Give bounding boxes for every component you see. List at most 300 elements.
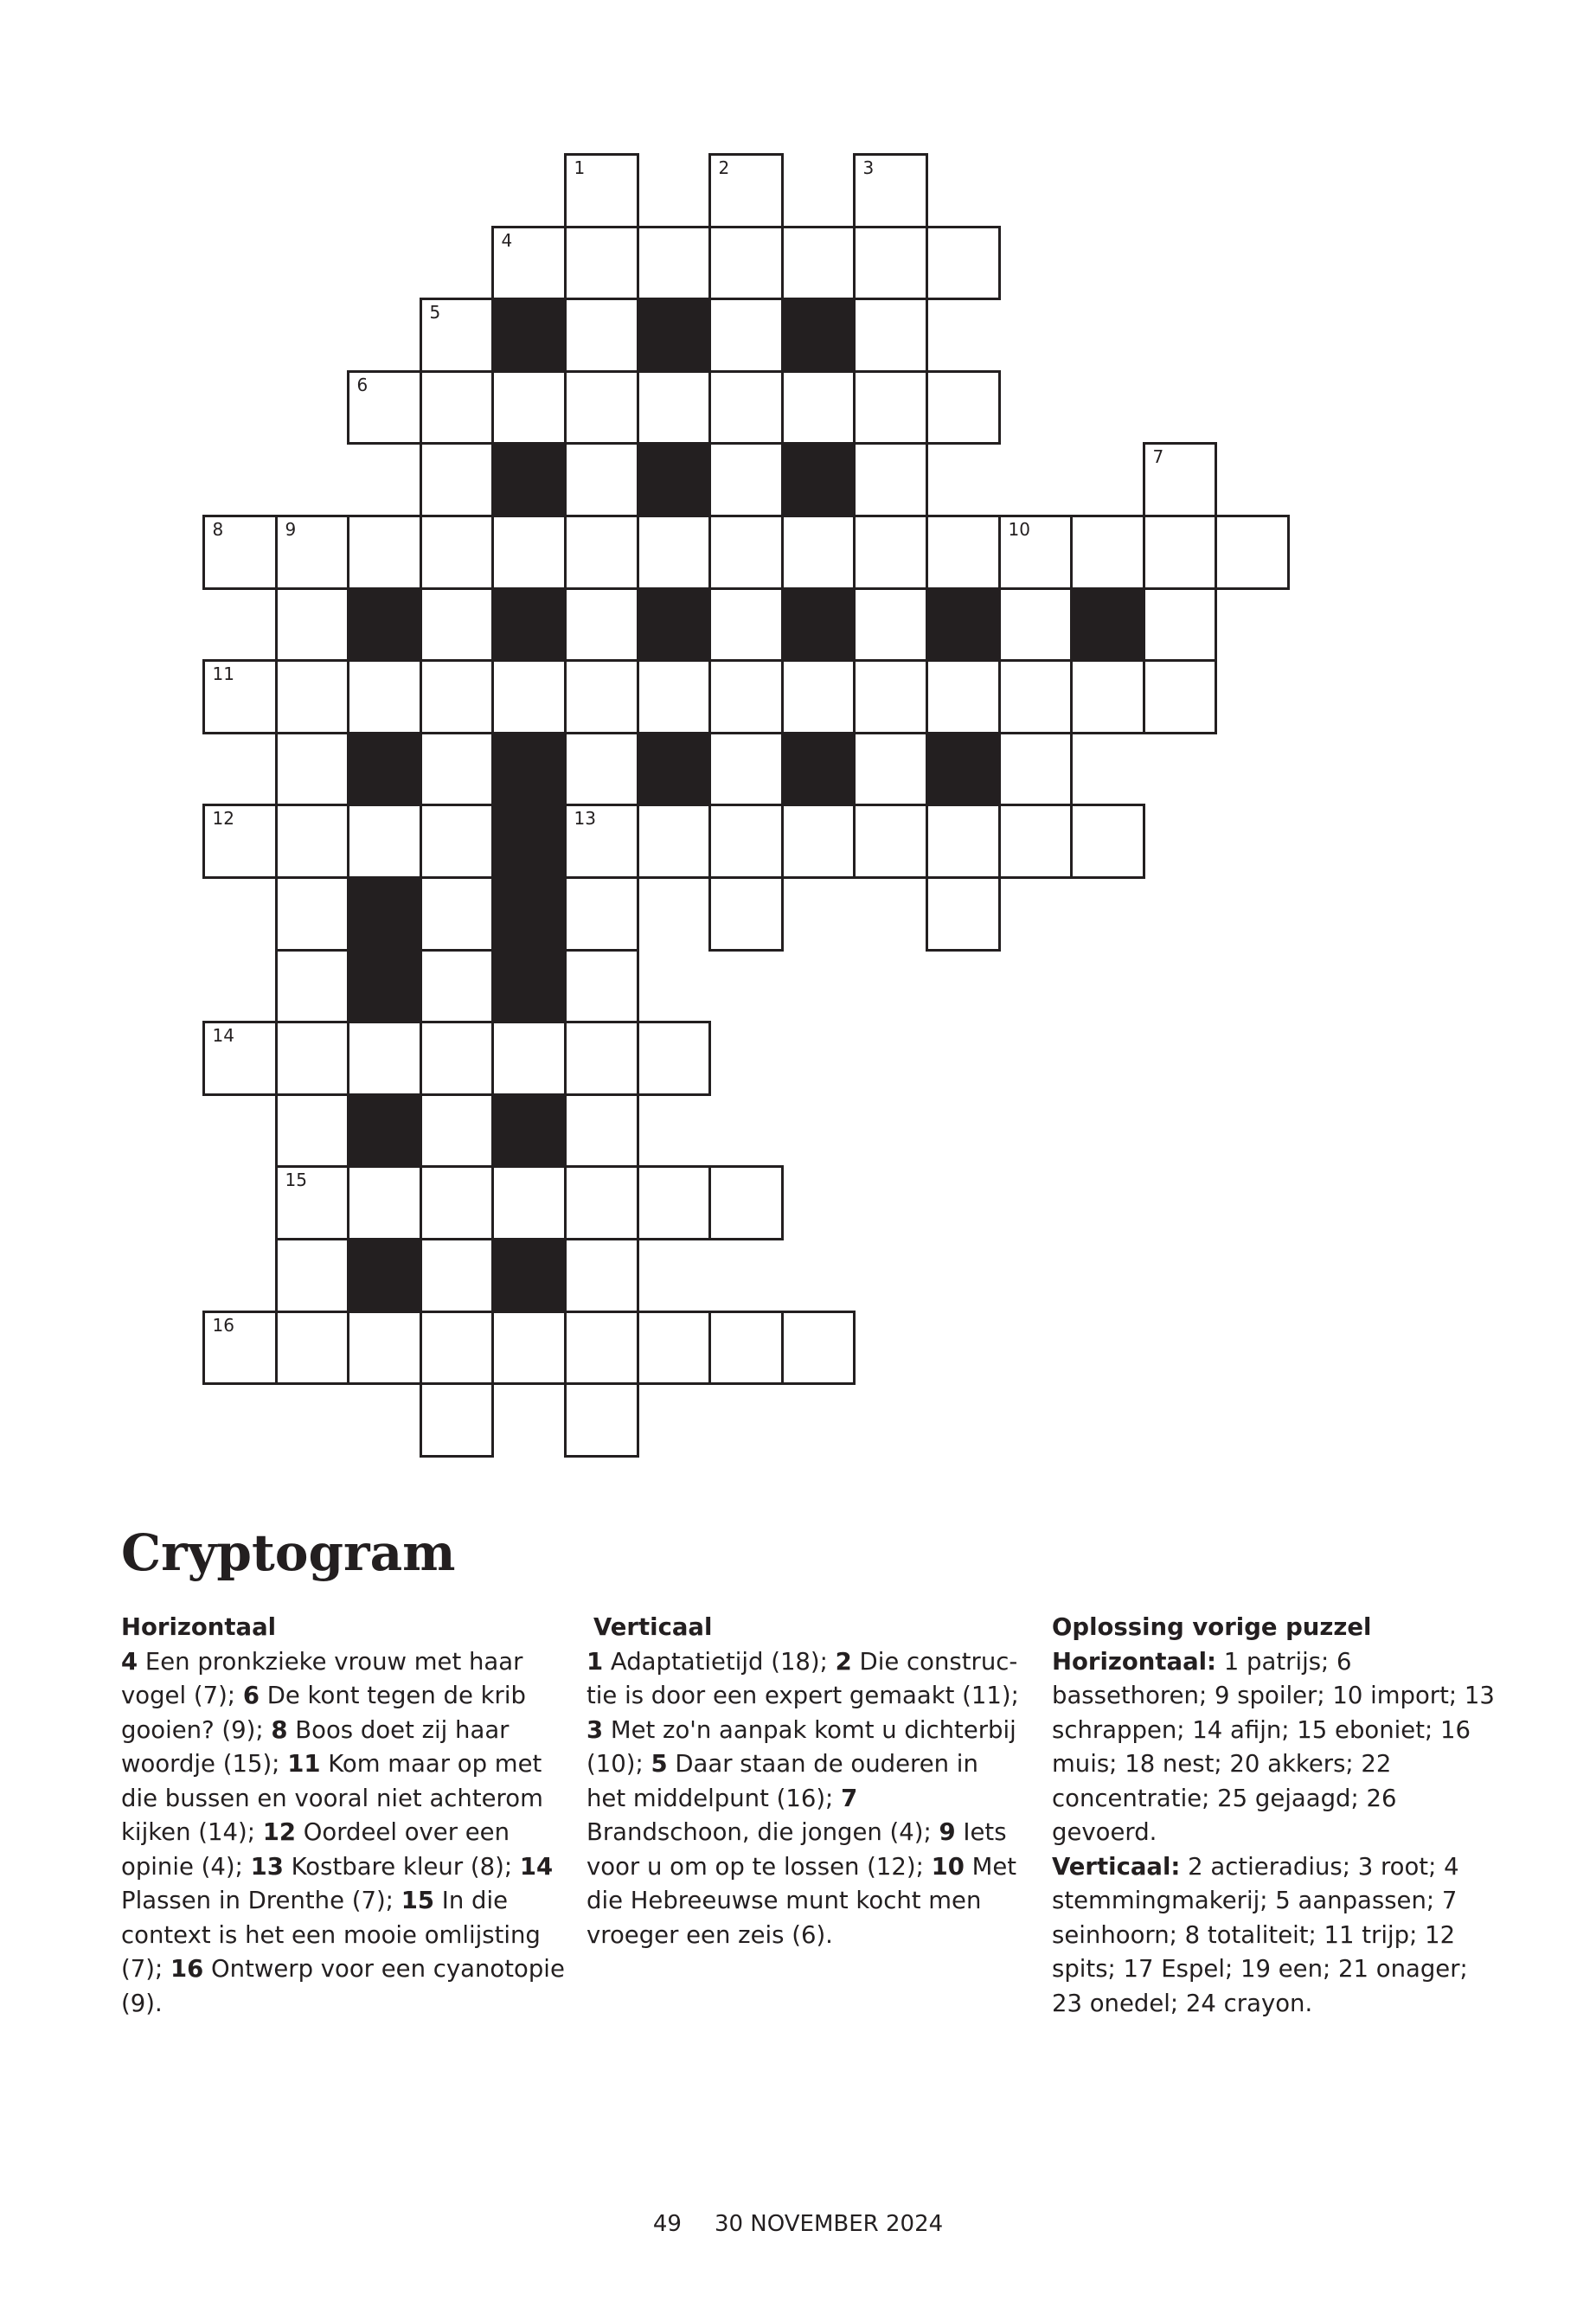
grid-cell[interactable] <box>781 1311 856 1385</box>
grid-cell[interactable] <box>708 226 784 300</box>
grid-cell[interactable] <box>347 515 422 590</box>
vertical-clue-number: 2 <box>835 1647 852 1676</box>
black-cell <box>1070 587 1145 662</box>
horizontal-clue-number: 14 <box>519 1852 554 1881</box>
clue-number-label: 2 <box>718 157 730 178</box>
grid-cell[interactable] <box>347 1311 422 1385</box>
grid-cell[interactable] <box>275 804 349 879</box>
cell-face <box>711 590 781 659</box>
clue-number-label: 6 <box>356 374 369 395</box>
cell-face <box>567 590 637 659</box>
grid-cell[interactable] <box>853 587 928 662</box>
grid-cell[interactable] <box>420 1093 494 1168</box>
cell-face <box>205 806 275 876</box>
cell-face <box>278 662 347 732</box>
grid-cell[interactable] <box>853 659 928 734</box>
cell-face <box>278 517 347 587</box>
cell-face <box>205 662 275 732</box>
grid-cell[interactable] <box>564 732 639 806</box>
previous-solution <box>1052 1611 1502 2021</box>
solution-vertical <box>1052 1850 1502 2022</box>
grid-cell[interactable] <box>998 804 1073 879</box>
cell-face <box>1073 517 1143 587</box>
grid-cell[interactable] <box>347 804 422 879</box>
grid-cell[interactable] <box>420 804 494 879</box>
grid-cell[interactable] <box>347 659 422 734</box>
cell-face <box>422 445 491 515</box>
horizontal-clue-text: Een pronkzieke vrouw met haar vogel (7); <box>121 1647 523 1709</box>
grid-cell[interactable] <box>347 1165 422 1240</box>
cell-face <box>784 806 853 876</box>
grid-cell[interactable] <box>347 370 422 445</box>
cell-face <box>856 445 926 515</box>
cell-face <box>349 517 420 587</box>
black-cell <box>491 442 567 517</box>
grid-cell[interactable] <box>708 804 784 879</box>
cell-face <box>711 228 781 298</box>
cell-face <box>928 662 998 732</box>
cell-face <box>349 1023 420 1093</box>
cell-face <box>639 517 708 587</box>
grid-cell[interactable] <box>708 153 784 228</box>
cell-face <box>639 1313 708 1382</box>
grid-cell[interactable] <box>491 226 567 300</box>
cell-face <box>1217 517 1287 587</box>
cell-face <box>494 1168 564 1238</box>
cell-face <box>494 228 564 298</box>
grid-cell[interactable] <box>853 226 928 300</box>
grid-cell[interactable] <box>708 659 784 734</box>
grid-cell[interactable] <box>708 587 784 662</box>
horizontal-clue-text: Kostbare kleur (8); <box>283 1852 520 1881</box>
horizontal-clue-number: 16 <box>170 1955 204 1983</box>
grid-cell[interactable] <box>275 1021 349 1096</box>
black-cell <box>347 1093 422 1168</box>
cell-face <box>349 806 420 876</box>
cell-face <box>928 806 998 876</box>
cell-face <box>567 1313 637 1382</box>
grid-cell[interactable] <box>853 442 928 517</box>
cell-face <box>422 952 491 1021</box>
cell-face <box>422 300 491 370</box>
cell-face <box>567 1385 637 1455</box>
grid-cell[interactable] <box>420 1165 494 1240</box>
grid-cell[interactable] <box>420 876 494 952</box>
cell-face <box>349 373 420 442</box>
grid-cell[interactable] <box>202 1311 278 1385</box>
grid-cell[interactable] <box>708 1311 784 1385</box>
grid-cell[interactable] <box>853 515 928 590</box>
issue-date: 30 NOVEMBER 2024 <box>714 2211 944 2237</box>
grid-cell[interactable] <box>998 515 1073 590</box>
grid-cell[interactable] <box>564 370 639 445</box>
cell-face <box>1145 517 1215 587</box>
cell-face <box>567 373 637 442</box>
solution-horizontal-text: 1 patrijs; 6 bassethoren; 9 spoiler; 10 import; 13 schrappen; 14 afijn; 15 eboniet; 16 muis; 18 nest; 20 akkers; 22 concentratie; 25 gejaagd; 26 gevoerd. <box>1052 1647 1495 1846</box>
grid-cell[interactable] <box>564 804 639 879</box>
horizontal-clue-text: Oordeel over een opinie (4); <box>121 1818 510 1881</box>
clue-number-label: 4 <box>501 229 513 251</box>
grid-cell[interactable] <box>275 732 349 806</box>
grid-cell[interactable] <box>1070 659 1145 734</box>
grid-cell[interactable] <box>420 298 494 373</box>
cell-face <box>711 300 781 370</box>
clue-number-label: 16 <box>212 1314 234 1336</box>
cell-face <box>928 228 998 298</box>
grid-cell[interactable] <box>564 1165 639 1240</box>
grid-cell[interactable] <box>347 1021 422 1096</box>
cell-face <box>856 228 926 298</box>
grid-cell[interactable] <box>275 515 349 590</box>
cell-face <box>422 1313 491 1382</box>
horizontal-clue-number: 15 <box>401 1887 434 1914</box>
clue-number-label: 8 <box>212 518 224 540</box>
grid-cell[interactable] <box>926 515 1001 590</box>
grid-cell[interactable] <box>853 153 928 228</box>
cell-face <box>856 156 926 226</box>
cell-face <box>567 806 637 876</box>
grid-cell[interactable] <box>1143 659 1217 734</box>
grid-cell[interactable] <box>564 1382 639 1458</box>
cell-face <box>422 1096 491 1165</box>
vertical-clue-list <box>586 1645 1019 1953</box>
vertical-clue-text: Adaptatietijd (18); <box>603 1647 836 1676</box>
black-cell <box>347 949 422 1023</box>
cell-face <box>784 228 853 298</box>
clue-number-label: 10 <box>1008 518 1030 540</box>
grid-cell[interactable] <box>202 1021 278 1096</box>
grid-cell[interactable] <box>491 659 567 734</box>
cell-face <box>639 228 708 298</box>
cell-face <box>422 662 491 732</box>
grid-cell[interactable] <box>1070 515 1145 590</box>
clue-number-label: 15 <box>285 1169 307 1190</box>
cell-face <box>711 662 781 732</box>
grid-cell[interactable] <box>637 1021 711 1096</box>
cell-face <box>567 517 637 587</box>
grid-cell[interactable] <box>708 298 784 373</box>
grid-cell[interactable] <box>998 587 1073 662</box>
solution-vertical-label: Verticaal: <box>1052 1852 1181 1881</box>
cell-face <box>349 1313 420 1382</box>
vertical-heading: Verticaal <box>593 1613 713 1641</box>
grid-cell[interactable] <box>781 226 856 300</box>
grid-cell[interactable] <box>491 515 567 590</box>
grid-cell[interactable] <box>1215 515 1290 590</box>
cell-face <box>567 1168 637 1238</box>
black-cell <box>347 1238 422 1313</box>
vertical-clues <box>586 1611 1019 1952</box>
black-cell <box>491 1093 567 1168</box>
horizontal-clue-number: 6 <box>242 1682 260 1709</box>
grid-cell[interactable] <box>564 949 639 1023</box>
vertical-clue-number: 7 <box>841 1784 858 1812</box>
cell-face <box>278 590 347 659</box>
black-cell <box>491 1238 567 1313</box>
cell-face <box>278 879 347 949</box>
horizontal-clue-number: 4 <box>121 1647 138 1676</box>
horizontal-clue-text: Boos doet zij haar woordje (15); <box>121 1715 510 1778</box>
vertical-clue-text: Die constructie is door een expert gemaakt (11); <box>586 1647 1019 1709</box>
cell-face <box>784 662 853 732</box>
grid-cell[interactable] <box>781 370 856 445</box>
cell-face <box>205 1313 275 1382</box>
cell-face <box>278 806 347 876</box>
cell-face <box>639 373 708 442</box>
grid-cell[interactable] <box>275 1311 349 1385</box>
cell-face <box>639 1023 708 1093</box>
cell-face <box>205 1023 275 1093</box>
cell-face <box>1001 517 1070 587</box>
cell-face <box>422 1023 491 1093</box>
cell-face <box>422 1168 491 1238</box>
grid-cell[interactable] <box>637 226 711 300</box>
grid-cell[interactable] <box>420 1382 494 1458</box>
grid-cell[interactable] <box>564 298 639 373</box>
vertical-clue-text: Brandschoon, die jongen (4); <box>586 1818 939 1846</box>
cell-face <box>422 734 491 804</box>
grid-cell[interactable] <box>420 515 494 590</box>
grid-cell[interactable] <box>708 442 784 517</box>
cell-face <box>856 517 926 587</box>
grid-cell[interactable] <box>275 876 349 952</box>
cell-face <box>494 662 564 732</box>
vertical-clue-text: Iets voor u om op te lossen (12); <box>586 1818 1007 1881</box>
black-cell <box>926 587 1001 662</box>
grid-cell[interactable] <box>275 1238 349 1313</box>
vertical-clue-text: Met zo'n aanpak komt u dichterbij (10); <box>586 1715 1016 1778</box>
cell-face <box>928 879 998 949</box>
cell-face <box>639 1168 708 1238</box>
grid-cell[interactable] <box>564 1021 639 1096</box>
page-number: 49 <box>652 2211 682 2237</box>
cell-face <box>494 1023 564 1093</box>
grid-cell[interactable] <box>637 1165 711 1240</box>
cell-face <box>711 1168 781 1238</box>
grid-cell[interactable] <box>998 732 1073 806</box>
cell-face <box>1145 445 1215 515</box>
grid-cell[interactable] <box>708 1165 784 1240</box>
cell-face <box>422 1385 491 1455</box>
grid-cell[interactable] <box>564 515 639 590</box>
horizontal-clue-number: 11 <box>287 1750 321 1778</box>
cell-face <box>422 373 491 442</box>
horizontal-clues <box>121 1611 571 2021</box>
cell-face <box>567 662 637 732</box>
black-cell <box>347 587 422 662</box>
cell-face <box>278 1240 347 1311</box>
grid-cell[interactable] <box>275 1165 349 1240</box>
grid-cell[interactable] <box>1143 442 1217 517</box>
puzzle-title: Cryptogram <box>121 1523 456 1582</box>
grid-cell[interactable] <box>853 370 928 445</box>
grid-cell[interactable] <box>853 298 928 373</box>
grid-cell[interactable] <box>202 659 278 734</box>
black-cell <box>637 587 711 662</box>
grid-cell[interactable] <box>275 659 349 734</box>
horizontal-heading: Horizontaal <box>121 1613 277 1641</box>
cell-face <box>1001 734 1070 804</box>
clue-number-label: 13 <box>574 807 596 829</box>
grid-cell[interactable] <box>202 515 278 590</box>
grid-cell[interactable] <box>564 587 639 662</box>
grid-cell[interactable] <box>1070 804 1145 879</box>
horizontal-clue-text: In die context is het een mooie omlijsting (7); <box>121 1887 541 1983</box>
grid-cell[interactable] <box>926 876 1001 952</box>
clue-number-label: 5 <box>429 301 441 323</box>
grid-cell[interactable] <box>564 153 639 228</box>
grid-cell[interactable] <box>708 876 784 952</box>
grid-cell[interactable] <box>781 804 856 879</box>
cell-face <box>711 879 781 949</box>
grid-cell[interactable] <box>564 659 639 734</box>
grid-cell[interactable] <box>564 1311 639 1385</box>
clue-number-label: 12 <box>212 807 234 829</box>
cell-face <box>278 952 347 1021</box>
black-cell <box>347 732 422 806</box>
black-cell <box>781 298 856 373</box>
grid-cell[interactable] <box>420 370 494 445</box>
grid-cell[interactable] <box>420 442 494 517</box>
clue-number-label: 14 <box>212 1024 234 1046</box>
vertical-clue-number: 1 <box>586 1647 604 1676</box>
cell-face <box>1073 662 1143 732</box>
grid-cell[interactable] <box>853 804 928 879</box>
cell-face <box>422 879 491 949</box>
cell-face <box>711 734 781 804</box>
clue-number-label: 7 <box>1152 445 1164 467</box>
cell-face <box>1145 590 1215 659</box>
grid-cell[interactable] <box>491 1021 567 1096</box>
cell-face <box>711 806 781 876</box>
grid-cell[interactable] <box>853 732 928 806</box>
cell-face <box>711 445 781 515</box>
grid-cell[interactable] <box>564 876 639 952</box>
black-cell <box>781 732 856 806</box>
grid-cell[interactable] <box>491 1311 567 1385</box>
cell-face <box>567 228 637 298</box>
solution-horizontal <box>1052 1645 1502 1850</box>
cell-face <box>205 517 275 587</box>
grid-cell[interactable] <box>781 659 856 734</box>
cell-face <box>349 662 420 732</box>
cell-face <box>422 517 491 587</box>
page-footer <box>0 2211 1596 2237</box>
cell-face <box>278 1023 347 1093</box>
black-cell <box>781 442 856 517</box>
cell-face <box>278 734 347 804</box>
grid-cell[interactable] <box>564 442 639 517</box>
grid-cell[interactable] <box>637 1311 711 1385</box>
black-cell <box>637 442 711 517</box>
grid-cell[interactable] <box>926 804 1001 879</box>
cell-face <box>639 806 708 876</box>
grid-cell[interactable] <box>420 659 494 734</box>
cell-face <box>278 1313 347 1382</box>
grid-cell[interactable] <box>1143 587 1217 662</box>
grid-cell[interactable] <box>708 732 784 806</box>
grid-cell[interactable] <box>708 515 784 590</box>
cell-face <box>567 445 637 515</box>
cell-face <box>1001 590 1070 659</box>
grid-cell[interactable] <box>202 804 278 879</box>
black-cell <box>491 587 567 662</box>
cell-face <box>422 806 491 876</box>
cell-face <box>784 1313 853 1382</box>
cell-face <box>567 952 637 1021</box>
grid-cell[interactable] <box>926 659 1001 734</box>
cell-face <box>349 1168 420 1238</box>
grid-cell[interactable] <box>564 1093 639 1168</box>
solution-horizontal-label: Horizontaal: <box>1052 1647 1217 1676</box>
clue-number-label: 1 <box>574 157 586 178</box>
cell-face <box>856 734 926 804</box>
solution-heading: Oplossing vorige puzzel <box>1052 1613 1372 1641</box>
grid-cell[interactable] <box>637 370 711 445</box>
grid-cell[interactable] <box>1143 515 1217 590</box>
grid-cell[interactable] <box>564 1238 639 1313</box>
cell-face <box>567 1096 637 1165</box>
black-cell <box>637 298 711 373</box>
cell-face <box>567 156 637 226</box>
cell-face <box>856 300 926 370</box>
black-cell <box>347 876 422 952</box>
black-cell <box>491 298 567 373</box>
cell-face <box>1145 662 1215 732</box>
grid-cell[interactable] <box>926 370 1001 445</box>
grid-cell[interactable] <box>275 587 349 662</box>
cell-face <box>422 1240 491 1311</box>
cell-face <box>567 1240 637 1311</box>
grid-cell[interactable] <box>491 370 567 445</box>
grid-cell[interactable] <box>420 587 494 662</box>
grid-cell[interactable] <box>420 1238 494 1313</box>
cell-face <box>856 662 926 732</box>
cell-face <box>711 373 781 442</box>
grid-cell[interactable] <box>420 732 494 806</box>
grid-cell[interactable] <box>491 1165 567 1240</box>
solution-vertical-text: 2 actieradius; 3 root; 4 stemmingmakerij; 5 aanpassen; 7 seinhoorn; 8 totaliteit; 11 trijp; 12 spits; 17 Espel; 19 een; 21 onager; 23 onedel; 24 crayon. <box>1052 1852 1468 2017</box>
grid-cell[interactable] <box>275 949 349 1023</box>
cell-face <box>567 1023 637 1093</box>
cell-face <box>278 1168 347 1238</box>
grid-cell[interactable] <box>998 659 1073 734</box>
cell-face <box>494 517 564 587</box>
cell-face <box>1001 662 1070 732</box>
grid-cell[interactable] <box>781 515 856 590</box>
vertical-clue-text: Met die Hebreeuwse munt kocht men vroeger een zeis (6). <box>586 1852 1017 1949</box>
grid-cell[interactable] <box>420 1311 494 1385</box>
black-cell <box>491 804 567 879</box>
vertical-clue-number: 9 <box>939 1818 956 1846</box>
grid-cell[interactable] <box>420 1021 494 1096</box>
cell-face <box>278 1096 347 1165</box>
horizontal-clue-text: Plassen in Drenthe (7); <box>121 1887 401 1914</box>
grid-cell[interactable] <box>564 226 639 300</box>
grid-cell[interactable] <box>926 226 1001 300</box>
grid-cell[interactable] <box>637 515 711 590</box>
cell-face <box>1073 806 1143 876</box>
grid-cell[interactable] <box>637 804 711 879</box>
grid-cell[interactable] <box>420 949 494 1023</box>
grid-cell[interactable] <box>637 659 711 734</box>
horizontal-clue-number: 8 <box>271 1715 288 1744</box>
cell-face <box>639 662 708 732</box>
black-cell <box>491 949 567 1023</box>
grid-cell[interactable] <box>275 1093 349 1168</box>
vertical-clue-number: 5 <box>651 1750 668 1778</box>
grid-cell[interactable] <box>708 370 784 445</box>
